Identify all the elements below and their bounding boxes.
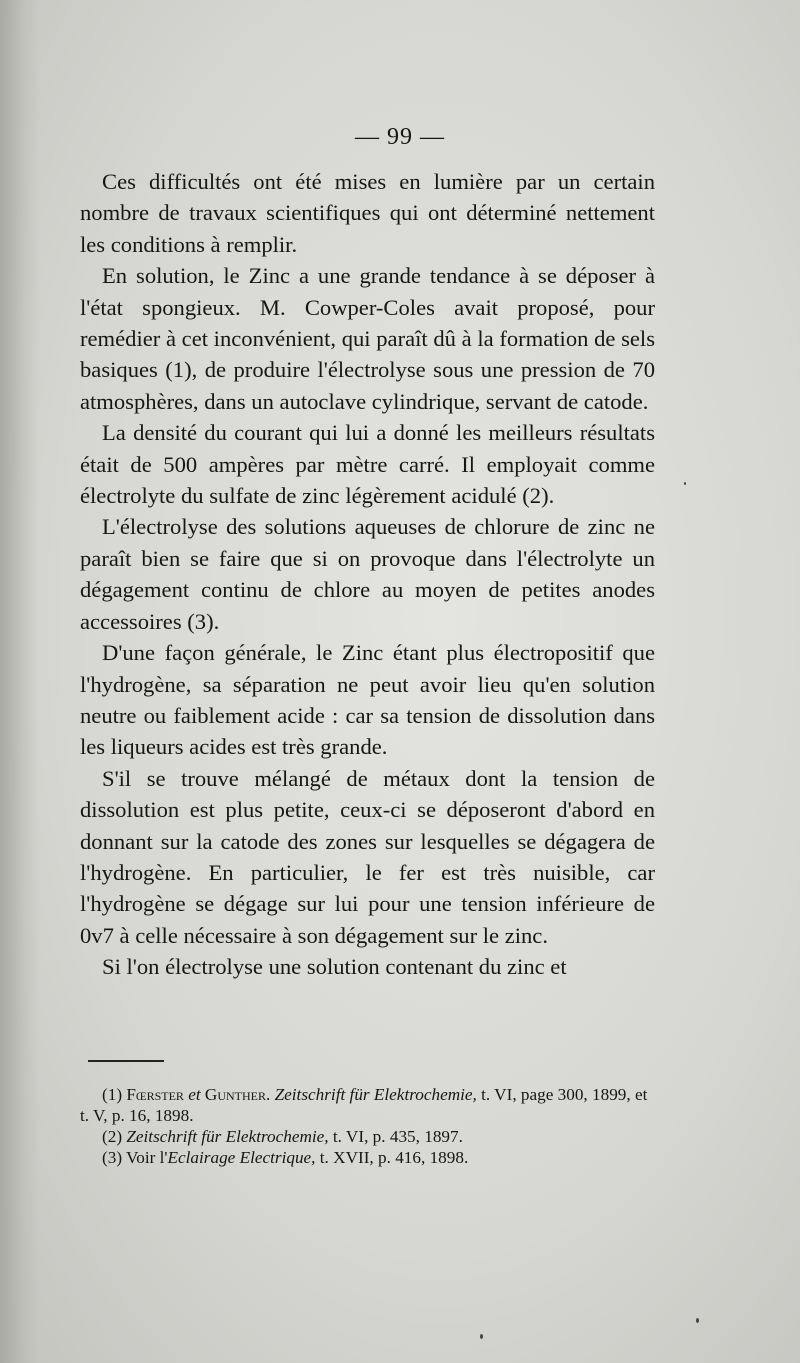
footnote-1-author2: Gunther. [204, 1085, 271, 1104]
footnote-3 [80, 1147, 655, 1168]
footnote-2 [80, 1126, 655, 1147]
footnote-3-mark: (3) [102, 1148, 123, 1167]
paper-speck [696, 1318, 699, 1323]
footnote-3-prefix: Voir l' [126, 1148, 168, 1167]
paragraph-5: D'une façon générale, le Zinc étant plus électropositif que l'hydrogène, sa séparation ne peut avoir lieu qu'en solution neutre ou faiblement acide : car sa tension de dissolution dans les liqueurs acides est très grande. [80, 640, 655, 760]
paragraph-6: S'il se trouve mélangé de métaux dont la tension de dissolution est plus petite, ceux-ci se déposeront d'abord en donnant sur la catode des zones sur lesquelles se dégagera de l'hydrogène. En particulier, le fer est très nuisible, car l'hydrogène se dégage sur lui pour une tension inférieure de 0v7 à celle nécessaire à son dégagement sur le zinc. [80, 765, 655, 948]
footnote-1-journal: Zeitschrift für Elektrochemie, [274, 1085, 477, 1104]
paper-speck [480, 1334, 483, 1339]
footnote-2-mark: (2) [102, 1127, 123, 1146]
body-text [80, 166, 655, 983]
footnote-2-ref: t. VI, p. 435, 1897. [332, 1127, 463, 1146]
paragraph-2: En solution, le Zinc a une grande tendance à se déposer à l'état spongieux. M. Cowper-Coles avait proposé, pour remédier à cet inconvénient, qui paraît dû à la formation de sels basiques (1), de produire l'électrolyse sous une pression de 70 atmosphères, dans un autoclave cylindrique, servant de catode. [80, 263, 655, 414]
footnote-1-mark: (1) [102, 1085, 123, 1104]
paragraph-1: Ces difficultés ont été mises en lumière par un certain nombre de travaux scientifiques qui ont déterminé nettement les conditions à remplir. [80, 169, 655, 257]
gutter-shadow [0, 0, 40, 1363]
paragraph-7: Si l'on électrolyse une solution contenant du zinc et [102, 954, 567, 980]
paper-speck [684, 482, 686, 485]
footnote-1-ref: t. VI, page 300, 1899, et t. V, p. 16, 1898. [80, 1085, 648, 1125]
page-number: — 99 — [355, 124, 445, 150]
footnote-3-journal: Eclairage Electrique, [167, 1148, 316, 1167]
footnote-1 [80, 1084, 655, 1126]
paragraph-4: L'électrolyse des solutions aqueuses de chlorure de zinc ne paraît bien se faire que si on provoque dans l'électrolyte un dégagement continu de chlore au moyen de petites anodes accessoires (3). [80, 514, 655, 634]
footnote-1-author1: Fœrster [126, 1085, 184, 1104]
footnote-3-ref: t. XVII, p. 416, 1898. [319, 1148, 469, 1167]
footnotes [80, 1084, 655, 1168]
footnote-rule [88, 1060, 164, 1062]
footnote-2-journal: Zeitschrift für Elektrochemie, [126, 1127, 329, 1146]
paragraph-3: La densité du courant qui lui a donné les meilleurs résultats était de 500 ampères par mètre carré. Il employait comme électrolyte du sulfate de zinc légèrement acidulé (2). [80, 420, 655, 509]
footnote-1-conj: et [188, 1085, 201, 1104]
